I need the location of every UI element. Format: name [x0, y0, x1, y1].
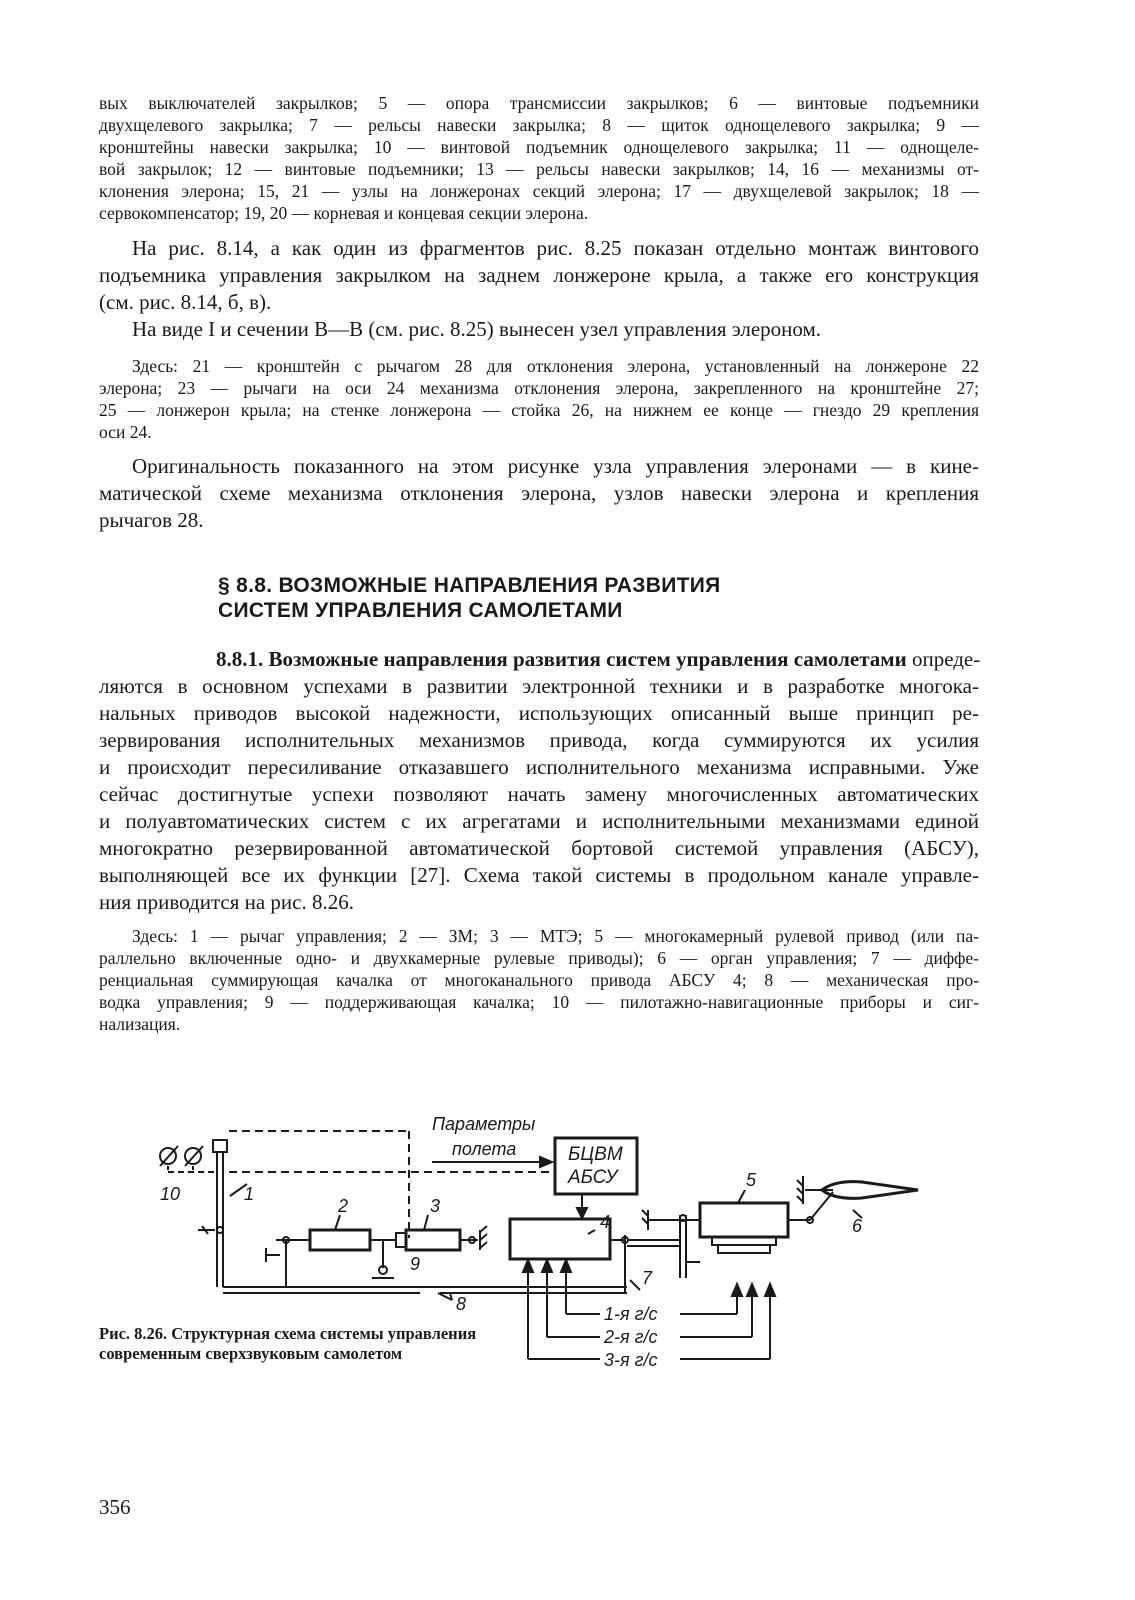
text-line: зервирования исполнительных механизмов привода, когда суммируются их усилия [99, 728, 979, 752]
control-surface-6 [822, 1182, 918, 1199]
text-line: Здесь: 1 — рычаг управления; 2 — ЗМ; 3 — МТЭ; 5 — многокамерный рулевой привод (или па- [132, 926, 979, 946]
diagram-number: 2 [338, 1196, 349, 1216]
text-line: вой закрылок; 12 — винтовые подъемники; 13 — рельсы навески закрылков; 14, 16 — механизмы от- [99, 159, 979, 179]
page-number: 356 [99, 1495, 131, 1519]
diagram-label-params: Параметры [432, 1114, 536, 1134]
text-line: и происходит пересиливание отказавшего исполнительного механизма исправными. Уже [99, 755, 979, 779]
text-line: раллельно включенные одно- и двухкамерные рулевые приводы); 6 — орган управления; 7 — диффе- [99, 948, 979, 968]
subsection-title: 8.8.1. Возможные направления развития систем управления самолетами [216, 647, 907, 671]
text-line: На рис. 8.14, а как один из фрагментов рис. 8.25 показан отдельно монтаж винтового [132, 236, 979, 260]
instrument-dial-icon [160, 1146, 178, 1166]
caption-line: современным сверхзвуковым самолетом [99, 1344, 403, 1363]
actuator-3 [406, 1230, 460, 1250]
text-line: ния приводится на рис. 8.26. [99, 890, 354, 914]
section-heading-line: § 8.8. ВОЗМОЖНЫЕ НАПРАВЛЕНИЯ РАЗВИТИЯ [218, 574, 721, 597]
text-line: Здесь: 21 — кронштейн с рычагом 28 для отклонения элерона, установленный на лонжероне 22 [132, 356, 979, 376]
diagram-number: 4 [600, 1212, 611, 1232]
diagram-number: 5 [746, 1170, 757, 1190]
absu-drive-4 [510, 1219, 610, 1259]
text-line: нализация. [99, 1014, 181, 1034]
text-line: нальных приводов высокой надежности, использующих описанный выше принцип ре- [99, 701, 979, 725]
text-line: клонения элерона; 15, 21 — узлы на лонжеронах секций элерона; 17 — двухщелевой закрылок; 18 — [99, 181, 979, 201]
text-line: матической схеме механизма отклонения элерона, узлов навески элерона и крепления [99, 481, 979, 505]
text-line: кронштейны навески закрылка; 10 — винтовой подъемник однощелевого закрылка; 11 — однощеле- [99, 137, 979, 157]
diagram-hydraulic-label: 1-я г/с [604, 1304, 658, 1324]
diagram-number: 6 [852, 1216, 863, 1236]
text-line: ляются в основном успехами в развитии электронной техники и в разработке многока- [99, 674, 979, 698]
diagram-number: 10 [160, 1184, 181, 1204]
text-line: вых выключателей закрылков; 5 — опора трансмиссии закрылков; 6 — винтовые подъемники [99, 93, 979, 113]
text-line: ренциальная суммирующая качалка от многоканального привода АБСУ 4; 8 — механическая про- [99, 970, 979, 990]
text-line: элерона; 23 — рычаги на оси 24 механизма отклонения элерона, закрепленного на кронштейне 27; [99, 378, 979, 398]
control-stick-grip [213, 1140, 227, 1152]
instrument-dial-icon [185, 1146, 203, 1166]
text-line: 25 — лонжерон крыла; на стенке лонжерона — стойка 26, на нижнем ее конце — гнездо 29 крепления [99, 400, 979, 420]
diagram-number: 8 [456, 1294, 467, 1314]
diagram-number: 3 [430, 1196, 441, 1216]
text-line: многократно резервированной автоматической бортовой системой управления (АБСУ), [99, 836, 979, 860]
diagram-hydraulic-label: 3-я г/с [604, 1350, 658, 1370]
caption-line: Рис. 8.26. Структурная схема системы управления [99, 1324, 477, 1343]
text-line: и полуавтоматических систем с их агрегатами и исполнительными механизмами единой [99, 809, 979, 833]
text-line: рычагов 28. [99, 508, 204, 532]
figure-caption [99, 1324, 519, 1364]
diagram-label-params: полета [452, 1139, 517, 1159]
text-line: водка управления; 9 — поддерживающая качалка; 10 — пилотажно-навигационные приборы и сиг- [99, 992, 979, 1012]
text-line: двухщелевого закрылка; 7 — рельсы навески закрылка; 8 — щиток однощелевого закрылка; 9 — [99, 115, 979, 135]
diagram-hydraulic-label: 2-я г/с [604, 1327, 658, 1347]
diagram-number: 1 [244, 1184, 255, 1204]
diagram-label-computer: БЦВМ [568, 1144, 623, 1165]
diagram-label-computer: АБСУ [568, 1167, 618, 1188]
text-line: выполняющей все их функции [27]. Схема такой системы в продольном канале управле- [99, 863, 979, 887]
text-line: оси 24. [99, 422, 152, 442]
text-line: сервокомпенсатор; 19, 20 — корневая и концевая секции элерона. [99, 203, 589, 223]
multichamber-drive-5 [700, 1203, 788, 1237]
section-heading-line: СИСТЕМ УПРАВЛЕНИЯ САМОЛЕТАМИ [218, 599, 623, 622]
text-line: Оригинальность показанного на этом рисунке узла управления элеронами — в кине- [132, 454, 979, 478]
text-line: сейчас достигнутые успехи позволяют начать замену многочисленных автоматических [99, 782, 979, 806]
text-line: (см. рис. 8.14, б, в). [99, 290, 272, 314]
text-fragment: опреде- [906, 647, 981, 671]
diagram-number: 9 [410, 1254, 421, 1274]
diagram-number: 7 [642, 1268, 653, 1288]
text-line: На виде I и сечении B—B (см. рис. 8.25) вынесен узел управления элероном. [132, 317, 822, 341]
text-line: подъемника управления закрылком на заднем лонжероне крыла, а также его конструкция [99, 263, 979, 287]
actuator-2 [310, 1230, 370, 1250]
